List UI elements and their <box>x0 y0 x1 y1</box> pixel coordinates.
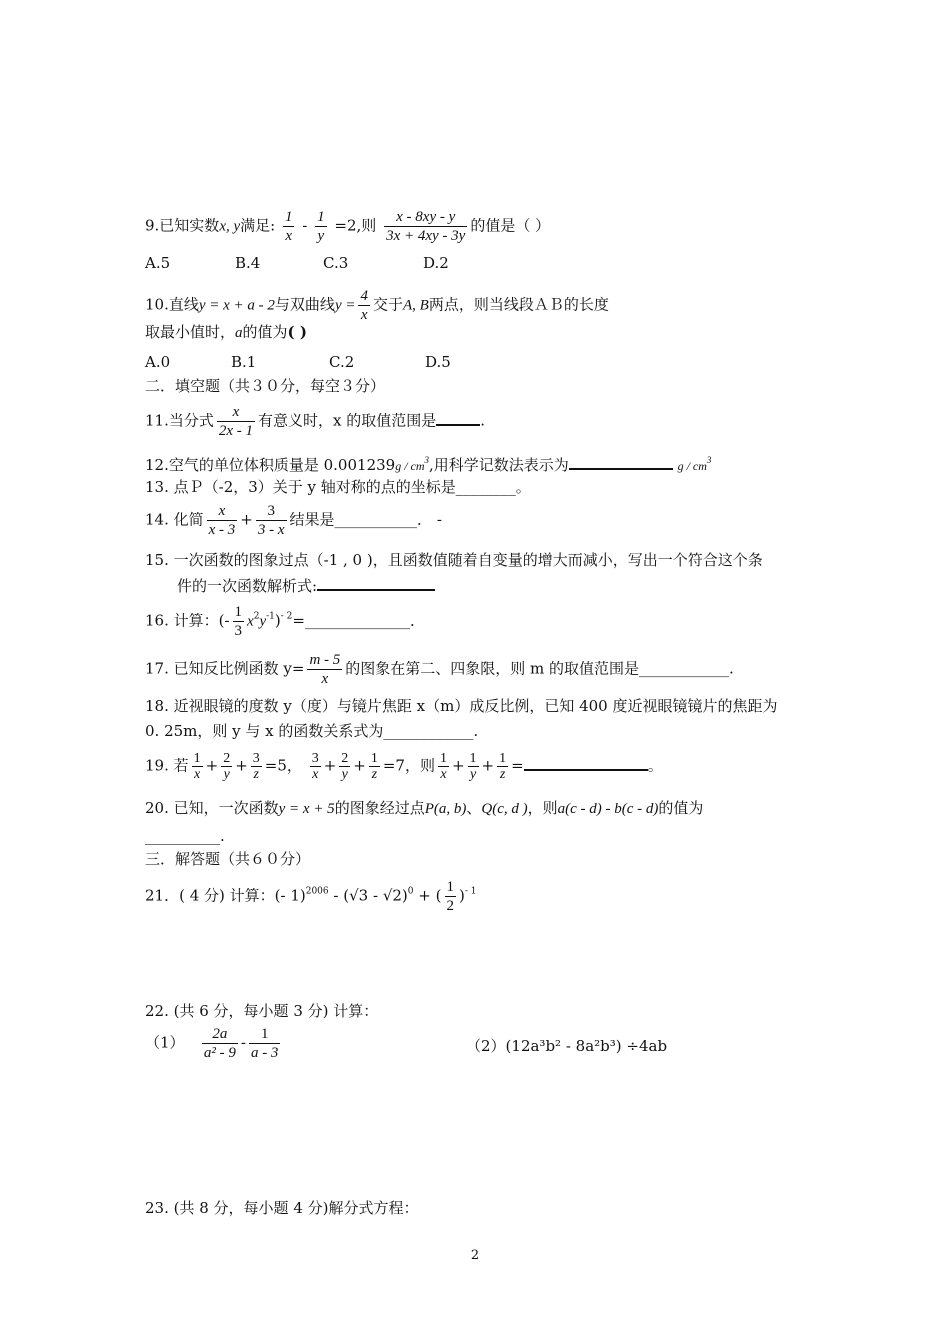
q14-frac-1: $\frac{x}{x - 3}$ <box>208 503 236 538</box>
question-22: 22. (共 6 分，每小题 3 分) 计算： <box>145 1002 379 1020</box>
q10-d: 两点，则当线段ＡＢ的长度 <box>428 295 609 314</box>
q14-a: 14. 化简 <box>145 510 204 529</box>
q9-option-d: D.2 <box>423 254 449 272</box>
q9-stem: 9.已知实数 <box>145 216 220 235</box>
q11-b: 有意义时，x 的取值范围是 <box>258 411 437 430</box>
q21-a: 21．( 4 分) 计算：(- 1) <box>145 886 306 905</box>
q21-exp3: - 1 <box>464 886 477 897</box>
q10-points: A, B <box>402 297 429 314</box>
q22-p1-frac-2: $\frac{1}{a - 3}$ <box>250 1026 279 1061</box>
q21-c: + ( <box>418 886 442 905</box>
q18-line2: 0. 25m，则 y 与 x 的函数关系式为____________. <box>145 722 479 740</box>
q16-outer-exp: - 2 <box>280 611 293 622</box>
q10-line2-b: 的值为 <box>242 323 288 341</box>
q20-d: 的值为 <box>658 799 704 817</box>
q10-line2-a: 取最小值时， <box>145 323 236 341</box>
q10-option-b: B.1 <box>231 353 257 371</box>
question-15: 15. 一次函数的图象过点（-1 , 0 )，且函数值随着自变量的增大而减小，写出一个符合这个条 <box>145 551 763 569</box>
q20-point-p: P(a, b) <box>424 801 467 817</box>
q17-b: 的图象在第二、四象限，则 m 的取值范围是____________. <box>345 659 734 678</box>
q9-stem-b: 满足: <box>240 216 276 235</box>
q20-fn: y = x + 5 <box>278 801 335 817</box>
q16-a: 16. 计算：(- <box>145 611 230 630</box>
q20-b: 的图象经过点 <box>334 799 425 817</box>
q9-stem-c: 的值是（ ） <box>470 216 551 235</box>
q19-answer-blank[interactable] <box>524 769 648 771</box>
q9-frac-3: $\frac{x - 8xy - y}{3x + 4xy - 3y}$ <box>386 209 466 244</box>
question-21 <box>145 878 477 915</box>
q19-end: 。 <box>647 756 663 775</box>
q14-frac-2: $\frac{3}{3 - x}$ <box>257 503 285 538</box>
q19-g2-f2: $\frac{2}{y}$ <box>341 751 349 782</box>
question-16 <box>145 603 425 640</box>
question-12 <box>145 450 711 476</box>
q16-y: y <box>259 613 267 630</box>
q20-line2: __________. <box>145 827 225 845</box>
q22-part-2: （2）(12a³b² - 8a²b³) ÷4ab <box>466 1037 668 1055</box>
q22-p1-minus: - <box>240 1033 246 1052</box>
q16-frac: $\frac{1}{3}$ <box>234 604 243 639</box>
q19-g2-f3: $\frac{1}{z}$ <box>370 751 378 782</box>
q16-e: =______________． <box>292 611 425 630</box>
q19-eq1: =5， <box>264 756 302 775</box>
q19-g1-f1: $\frac{1}{x}$ <box>193 751 201 782</box>
page-number: 2 <box>470 1248 480 1263</box>
q11-answer-blank[interactable] <box>436 424 480 426</box>
q19-eq3: = <box>511 756 524 775</box>
q10-line-eq: y = x + a - 2 <box>198 297 275 314</box>
q9-frac-2: $\frac{1}{y}$ <box>317 209 325 244</box>
q16-x-exp: 2 <box>253 611 260 622</box>
q22-part-1 <box>145 1025 283 1062</box>
section-3-heading: 三．解答题（共６０分） <box>145 850 311 868</box>
q17-frac: $\frac{m - 5}{x}$ <box>309 652 341 687</box>
q19-g2-f1: $\frac{3}{x}$ <box>311 751 319 782</box>
q20-sep: 、 <box>466 799 482 817</box>
q10-option-c: C.2 <box>329 353 355 371</box>
q9-eq: =2,则 <box>334 216 377 235</box>
q21-exp2: 0 <box>407 886 414 897</box>
q20-c: ，则 <box>527 799 558 817</box>
q16-close: ) <box>274 611 281 630</box>
q12-unit-2: g / $cm^3$ <box>677 455 712 473</box>
question-19: 19. 若 $\frac{1}{x}$ + $\frac{2}{y}$ + $\frac{3}{z}$ =5， $\frac{3}{x}$ + $\frac{2}{y}$ + $\frac{1}{z}$ =7，则 $\frac{1}{x}$ + $\frac{1}{y}$ + $\frac{1}{z}$ = 。 <box>145 751 663 782</box>
q22-p1-label: （1） <box>145 1033 185 1052</box>
q20-expr: a(c - d) - b(c - d) <box>557 801 659 817</box>
q11-frac: $\frac{x}{2x - 1}$ <box>218 404 254 439</box>
q19-eq2: =7，则 <box>382 756 435 775</box>
q9-options <box>145 253 449 273</box>
question-14 <box>145 502 442 539</box>
q17-a: 17. 已知反比例函数 y= <box>145 659 305 678</box>
q19-g3-f3: $\frac{1}{z}$ <box>499 751 507 782</box>
question-17 <box>145 651 734 688</box>
q9-frac-1: $\frac{1}{x}$ <box>284 209 293 244</box>
q19-g1-f3: $\frac{3}{z}$ <box>252 751 260 782</box>
question-11 <box>145 403 485 440</box>
question-18: 18. 近视眼镜的度数 y（度）与镜片焦距 x（m）成反比例，已知 400 度近视眼镜镜片的焦距为 <box>145 697 778 715</box>
q10-c: 交于 <box>372 295 403 314</box>
q14-plus: + <box>240 510 253 529</box>
q12-answer-blank[interactable] <box>569 468 673 470</box>
q9-vars: x, y <box>219 218 241 235</box>
q11-a: 11.当分式 <box>145 411 214 430</box>
q11-c: . <box>480 411 486 430</box>
q16-y-exp: -1 <box>266 611 275 622</box>
q21-d: ) <box>459 886 465 905</box>
question-10 <box>145 287 609 324</box>
q10-line2 <box>145 322 307 343</box>
question-13: 13. 点Ｐ（-2，3）关于 y 轴对称的点的坐标是________。 <box>145 478 531 496</box>
q10-y-eq: y = <box>334 297 356 314</box>
q12-unit: g / $cm^3$ <box>395 455 430 473</box>
q16-x: x <box>247 613 254 630</box>
q15-line2-text: 件的一次函数解析式: <box>177 577 318 595</box>
q20-a: 20. 已知，一次函数 <box>145 799 279 817</box>
q10-option-a: A.0 <box>145 353 171 371</box>
q20-point-q: Q(c, d ) <box>481 801 528 817</box>
q9-option-a: A.5 <box>145 254 171 272</box>
q12-a: 12.空气的单位体积质量是 0.001239 <box>145 456 396 474</box>
q19-g1-f2: $\frac{2}{y}$ <box>223 751 231 782</box>
q19-g3-f1: $\frac{1}{x}$ <box>439 751 447 782</box>
q21-b: - (√3 - √2) <box>333 886 408 905</box>
q9-option-b: B.4 <box>235 254 261 272</box>
q21-frac: $\frac{1}{2}$ <box>446 879 454 914</box>
q21-exp1: 2006 <box>305 886 329 897</box>
q12-b: ,用科学记数法表示为 <box>429 456 569 474</box>
q10-b: 与双曲线 <box>274 295 335 314</box>
q22-p1-frac-1: $\frac{2a}{\text{a² - 9}}$ <box>203 1026 236 1061</box>
question-23: 23. (共 8 分，每小题 4 分)解分式方程： <box>145 1199 419 1217</box>
q10-paren: ( ) <box>287 323 307 341</box>
q15-answer-blank[interactable] <box>317 589 435 591</box>
q10-options <box>145 352 451 372</box>
q9-option-c: C.3 <box>323 254 349 272</box>
q9-minus: - <box>302 216 308 235</box>
q19-g3-f2: $\frac{1}{y}$ <box>469 751 477 782</box>
section-2-heading: 二．填空题（共３０分，每空３分） <box>145 377 386 395</box>
q14-b: 结果是___________． <box>289 510 433 529</box>
question-20 <box>145 798 703 819</box>
q10-a: 10.直线 <box>145 295 199 314</box>
q10-frac: $\frac{4}{x}$ <box>360 288 368 323</box>
q19-a: 19. 若 <box>145 756 189 775</box>
q15-line2 <box>177 576 435 596</box>
question-9 <box>145 208 550 245</box>
q14-tail: - <box>436 510 442 529</box>
q10-option-d: D.5 <box>425 353 451 371</box>
q10-var: a <box>235 325 243 341</box>
